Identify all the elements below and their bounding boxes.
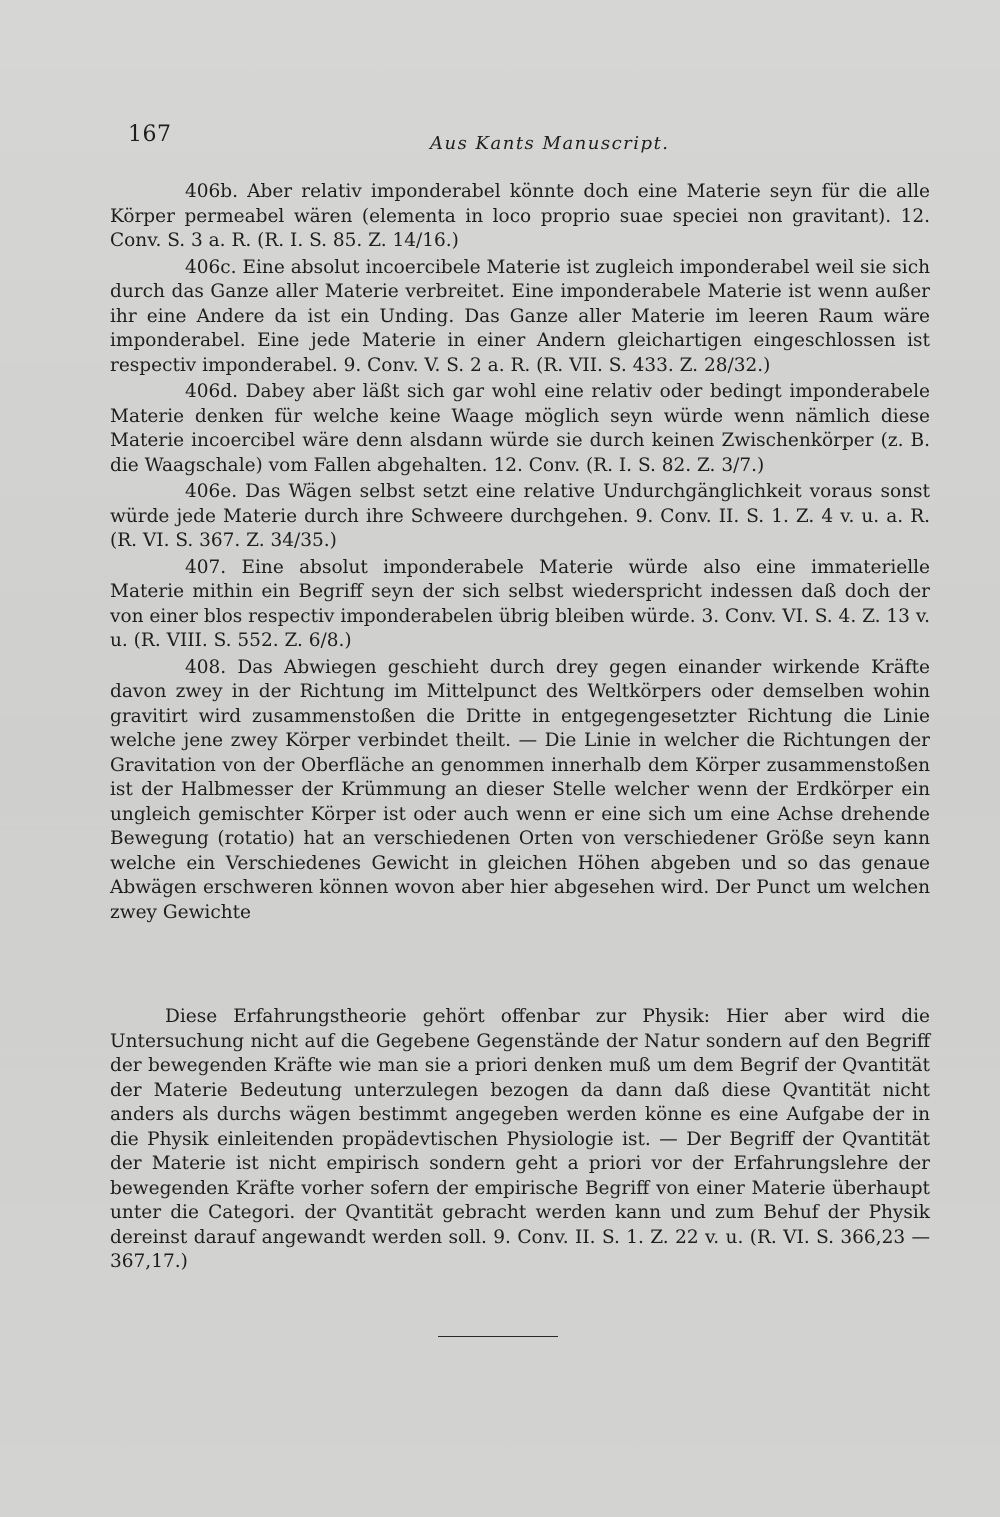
entry-407 — [110, 556, 930, 654]
entry-text: Eine absolut imponderabele Materie würde also eine immaterielle Materie mithin ein Begriff seyn der sich selbst wiederspricht indessen daß doch der von einer blos respectiv imponderabelen übrig bleiben würde. 3. Conv. VI. S. 4. Z. 13 v. u. (R. VIII. S. 552. Z. 6/8.) — [110, 556, 930, 651]
entry-label: 406d. — [185, 381, 239, 402]
running-title: Aus Kants Manuscript. — [430, 133, 670, 154]
entry-label: 407. — [185, 556, 227, 578]
section-gap — [110, 925, 930, 1005]
page-body — [110, 180, 930, 1275]
entry-406b — [110, 180, 930, 254]
entry-label: 406e. — [185, 481, 238, 502]
entry-text: Das Wägen selbst setzt eine relative Undurchgänglichkeit voraus sonst würde jede Materie durch ihre Schweere durchgehen. 9. Conv. II. S. 1. Z. 4 v. u. a. R. (R. VI. S. 367. Z. 34/35.) — [110, 481, 930, 551]
page-number: 167 — [128, 122, 172, 147]
entry-label: 406c. — [185, 256, 237, 278]
end-rule — [438, 1336, 558, 1337]
entry-406e — [110, 480, 930, 554]
entry-text: Das Abwiegen geschieht durch drey gegen einander wirkende Kräfte davon zwey in der Richtung im Mittelpunct des Weltkörpers oder demselben wohin gravitirt wird zusammenstoßen die Dritte in entgegengesetzter Richtung die Linie welche jene zwey Körper verbindet theilt. — Die Linie in welcher die Richtungen der Gravitation von der Oberfläche an genommen innerhalb dem Körper zusammenstoßen ist der Halbmesser der Krümmung an dieser Stelle welcher wenn der Erdkörper ein ungleich gemischter Körper ist oder auch wenn er eine sich um eine Achse drehende Bewegung (rotatio) hat an verschiedenen Orten von verschiedener Größe seyn kann welche ein Verschiedenes Gewicht in gleichen Höhen abgeben und so das genaue Abwägen erschweren können wovon aber hier abgesehen wird. Der Punct um welchen zwey Gewichte — [110, 656, 931, 923]
entry-text: Eine absolut incoercibele Materie ist zugleich imponderabel weil sie sich durch das Ganze aller Materie verbreitet. Eine imponderabele Materie ist wenn außer ihr eine Andere da ist ein Unding. Das Ganze aller Materie im leeren Raum wäre imponderabel. Eine jede Materie in einer Andern gleichartigen eingeschlossen ist respectiv imponderabel. 9. Conv. V. S. 2 a. R. (R. VII. S. 433. Z. 28/32.) — [110, 256, 930, 376]
entry-406c — [110, 256, 930, 379]
entry-406d — [110, 380, 930, 478]
entry-text: Aber relativ imponderabel könnte doch eine Materie seyn für die alle Körper permeabel wären (elementa in loco proprio suae speciei non gravitant). 12. Conv. S. 3 a. R. (R. I. S. 85. Z. 14/16.) — [110, 181, 930, 251]
entry-408 — [110, 656, 930, 926]
entry-text: Dabey aber läßt sich gar wohl eine relativ oder bedingt imponderabele Materie denken für welche keine Waage möglich seyn würde wenn nämlich diese Materie incoercibel wäre denn alsdann würde sie durch keinen Zwischenkörper (z. B. die Waagschale) vom Fallen abgehalten. 12. Conv. (R. I. S. 82. Z. 3/7.) — [110, 381, 930, 476]
closing-paragraph: Diese Erfahrungstheorie gehört offenbar zur Physik: Hier aber wird die Untersuchung nicht auf die Gegebene Gegenstände der Natur sondern auf den Begriff der bewegenden Kräfte wie man sie a priori denken muß um dem Begrif der Qvantität der Materie Bedeutung unterzulegen bezogen da dann daß diese Qvantität nicht anders als durchs wägen bestimmt angegeben werden könne es eine Aufgabe der in die Physik einleitenden propädevtischen Physiologie ist. — Der Begriff der Qvantität der Materie ist nicht empirisch sondern geht a priori vor der Erfahrungslehre der bewegenden Kräfte vorher sofern der empirische Begriff von einer Materie überhaupt unter die Categori. der Qvantität gebracht werden kann und zum Behuf der Physik dereinst darauf angewandt werden soll. 9. Conv. II. S. 1. Z. 22 v. u. (R. VI. S. 366,23 —367,17.) — [110, 1006, 930, 1272]
entry-label: 408. — [185, 656, 227, 678]
entry-label: 406b. — [185, 181, 239, 202]
